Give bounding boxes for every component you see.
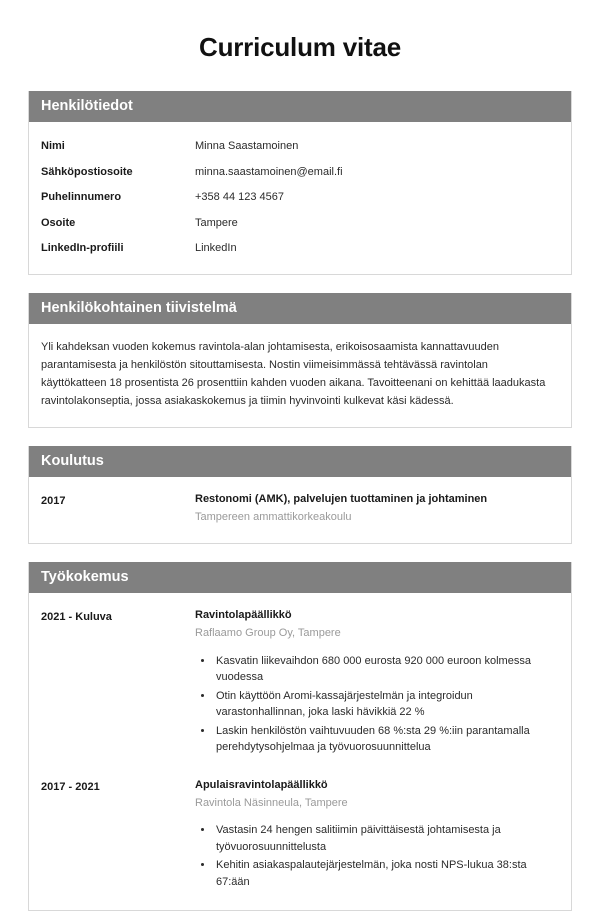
education-entry-list bbox=[41, 489, 559, 531]
personal-details-body bbox=[29, 122, 571, 274]
cv-entry-title: Ravintolapäällikkö bbox=[195, 609, 292, 622]
personal-detail-label: Puhelinnumero bbox=[41, 191, 122, 204]
experience-card bbox=[28, 562, 572, 911]
personal-detail-row bbox=[41, 160, 559, 186]
personal-details-card bbox=[28, 91, 572, 275]
cv-entry-main bbox=[195, 608, 559, 757]
personal-detail-row bbox=[41, 185, 559, 211]
cv-entry-bullet: • Vastasin 24 hengen salitiimin päivittäisestä johtamisesta ja työvuorosuunnittelusta bbox=[214, 822, 559, 855]
cv-entry bbox=[41, 764, 559, 898]
cv-entry bbox=[41, 489, 559, 531]
summary-card bbox=[28, 293, 572, 428]
education-body bbox=[29, 477, 571, 543]
cv-entry-date: 2017 - 2021 bbox=[41, 780, 100, 793]
page-title: Curriculum vitae bbox=[199, 32, 401, 62]
summary-body bbox=[29, 324, 571, 427]
cv-entry-title: Apulaisravintolapäällikkö bbox=[195, 778, 328, 791]
cv-entry-bullet: • Kehitin asiakaspalautejärjestelmän, joka nosti NPS-lukua 38:sta 67:ään bbox=[214, 857, 559, 890]
cv-entry-main bbox=[195, 778, 559, 892]
personal-detail-row bbox=[41, 211, 559, 237]
section-header-education: Koulutus bbox=[29, 446, 571, 477]
education-card bbox=[28, 446, 572, 545]
personal-detail-value: +358 44 123 4567 bbox=[195, 191, 285, 204]
personal-detail-label: Osoite bbox=[41, 216, 76, 229]
cv-entry-subtitle: Ravintola Näsinneula, Tampere bbox=[195, 796, 348, 809]
cv-entry-subtitle: Raflaamo Group Oy, Tampere bbox=[195, 627, 341, 640]
cv-entry-bullet-list bbox=[195, 653, 559, 756]
section-header-personal: Henkilötiedot bbox=[29, 91, 571, 122]
personal-detail-value: Tampere bbox=[195, 216, 238, 229]
section-header-summary: Henkilökohtainen tiivistelmä bbox=[29, 293, 571, 324]
cv-entry-bullet: • Laskin henkilöstön vaihtuvuuden 68 %:sta 29 %:iin parantamalla perehdytysohjelmaa ja työvuorosuunnittelua bbox=[214, 723, 559, 756]
section-header-experience: Työkokemus bbox=[29, 562, 571, 593]
experience-body bbox=[29, 593, 571, 910]
personal-detail-row bbox=[41, 236, 559, 262]
summary-text: Yli kahdeksan vuoden kokemus ravintola-alan johtamisesta, erikoisosaamista kannattavuuden parantamisesta ja henkilöstön sitouttamisesta. Nostin viimeisimmässä tehtävässä ravintolan käyttökatteen 18 prosentista 26 prosenttiin kahden vuoden aikana. Tavoitteenani on kehittää laadukasta ravintolakonseptia, jossa asiakaskokemus ja tiimin hyvinvointi kulkevat käsi kädessä. bbox=[41, 340, 546, 408]
cv-entry-bullet: • Otin käyttöön Aromi-kassajärjestelmän ja integroidun varastonhallinnan, joka laski hävikkiä 22 % bbox=[214, 688, 559, 721]
cv-entry-title: Restonomi (AMK), palvelujen tuottaminen ja johtaminen bbox=[195, 492, 488, 505]
experience-entry-list bbox=[41, 605, 559, 898]
cv-entry-subtitle: Tampereen ammattikorkeakoulu bbox=[195, 510, 352, 523]
personal-detail-value: Minna Saastamoinen bbox=[195, 140, 299, 153]
cv-entry-bullet: • Kasvatin liikevaihdon 680 000 eurosta 920 000 euroon kolmessa vuodessa bbox=[214, 653, 559, 686]
personal-detail-label: LinkedIn-profiili bbox=[41, 242, 124, 255]
personal-detail-value: minna.saastamoinen@email.fi bbox=[195, 165, 343, 178]
personal-detail-row bbox=[41, 134, 559, 160]
personal-details-list bbox=[41, 134, 559, 262]
cv-entry-date: 2017 bbox=[41, 494, 66, 507]
personal-detail-value: LinkedIn bbox=[195, 242, 237, 255]
personal-detail-label: Nimi bbox=[41, 140, 65, 153]
personal-detail-label: Sähköpostiosoite bbox=[41, 165, 133, 178]
cv-entry bbox=[41, 605, 559, 763]
cv-entry-bullet-list bbox=[195, 822, 559, 890]
cv-entry-main bbox=[195, 492, 559, 525]
cv-entry-date: 2021 - Kuluva bbox=[41, 611, 112, 624]
